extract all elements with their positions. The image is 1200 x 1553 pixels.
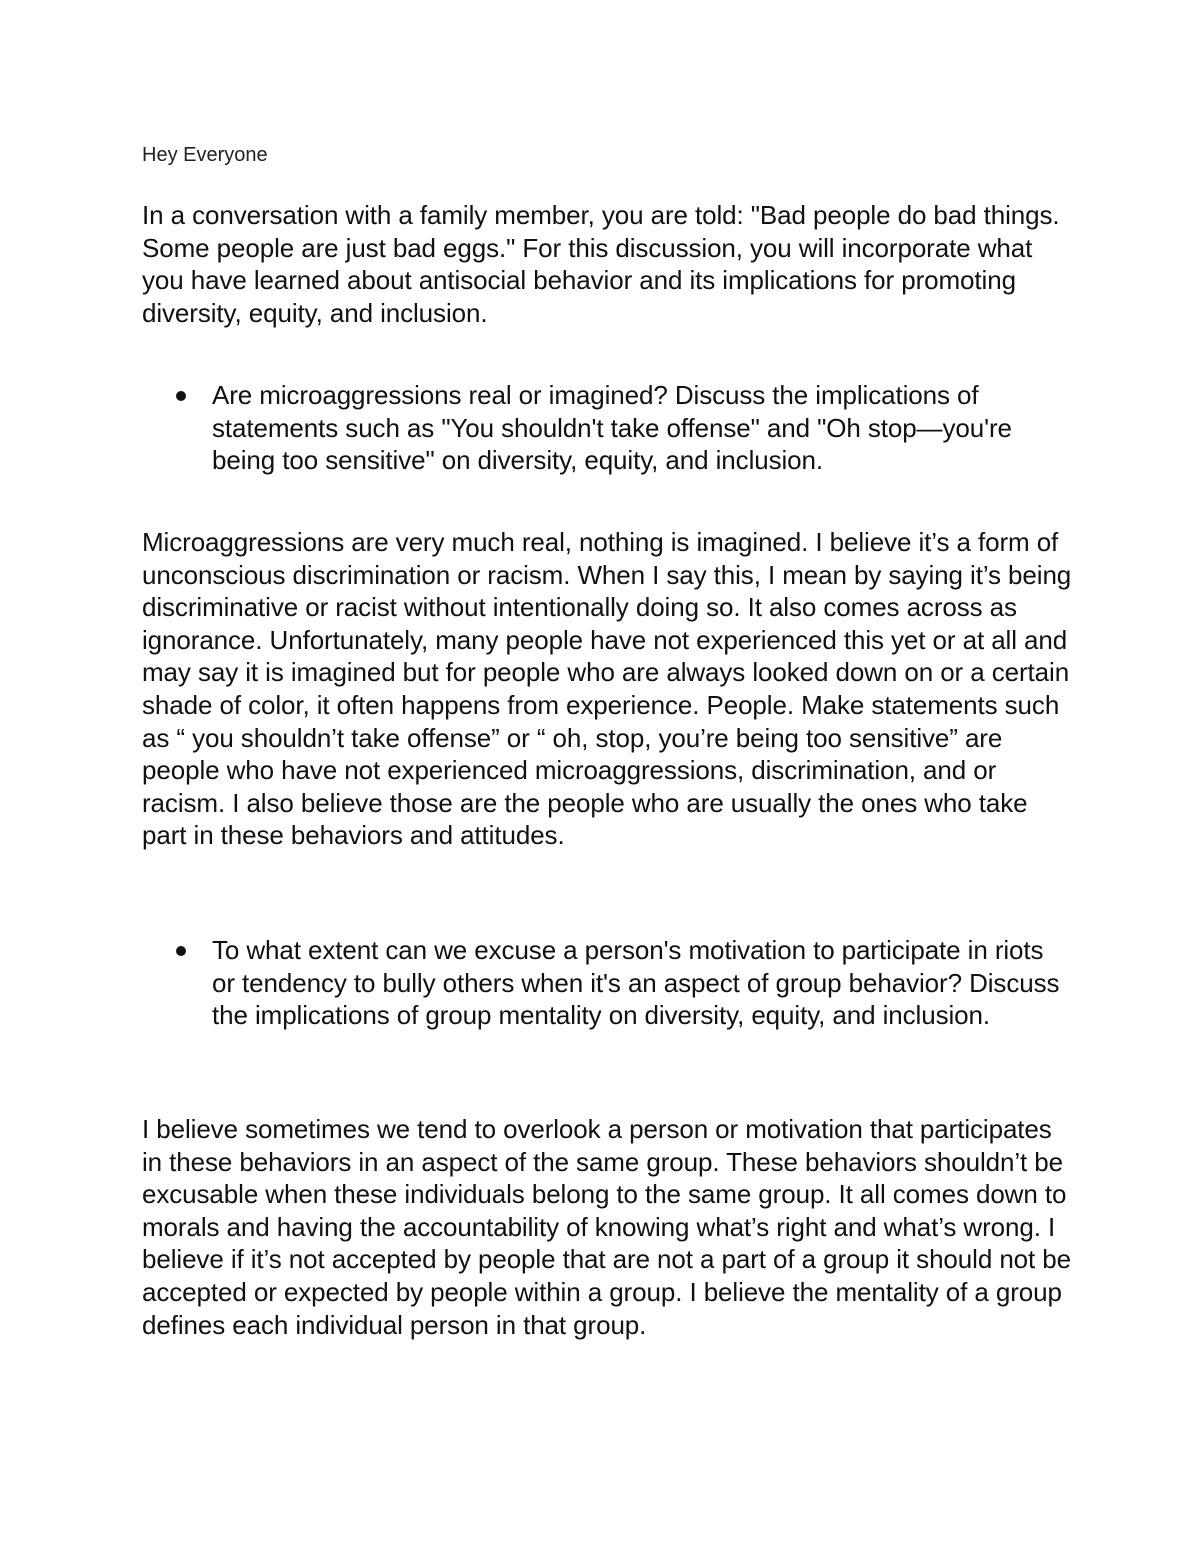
question-text: Are microaggressions real or imagined? Discuss the implications of statements such as "You shouldn't take offense" and "Oh stop—you're being too sensitive" on diversity, equity, and inclusion. xyxy=(212,380,1012,476)
answer-paragraph: I believe sometimes we tend to overlook a person or motivation that participates in these behaviors in an aspect of the same group. These behaviors shouldn’t be excusable when these individuals belong to the same group. It all comes down to morals and having the accountability of knowing what’s right and what’s wrong. I believe if it’s not accepted by people that are not a part of a group it should not be accepted or expected by people within a group. I believe the mentality of a group defines each individual person in that group. xyxy=(142,1114,1072,1340)
greeting: Hey Everyone xyxy=(142,144,268,166)
bullet-icon xyxy=(176,391,186,401)
question-text: To what extent can we excuse a person's motivation to participate in riots or tendency to bully others when it's an aspect of group behavior? Discuss the implications of group mentality on diversity, equity, and inclusion. xyxy=(212,935,1060,1031)
intro-paragraph: In a conversation with a family member, you are told: "Bad people do bad things. Some people are just bad eggs." For this discussion, you will incorporate what you have learned about antisocial behavior and its implications for promoting diversity, equity, and inclusion. xyxy=(142,200,1060,328)
answer-paragraph: Microaggressions are very much real, nothing is imagined. I believe it’s a form of unconscious discrimination or racism. When I say this, I mean by saying it’s being discriminative or racist without intentionally doing so. It also comes across as ignorance. Unfortunately, many people have not experienced this yet or at all and may say it is imagined but for people who are always looked down on or a certain shade of color, it often happens from experience. People. Make statements such as “ you shouldn’t take offense” or “ oh, stop, you’re being too sensitive” are people who have not experienced microaggressions, discrimination, and or racism. I also believe those are the people who are usually the ones who take part in these behaviors and attitudes. xyxy=(142,527,1072,851)
bullet-icon xyxy=(176,946,186,956)
